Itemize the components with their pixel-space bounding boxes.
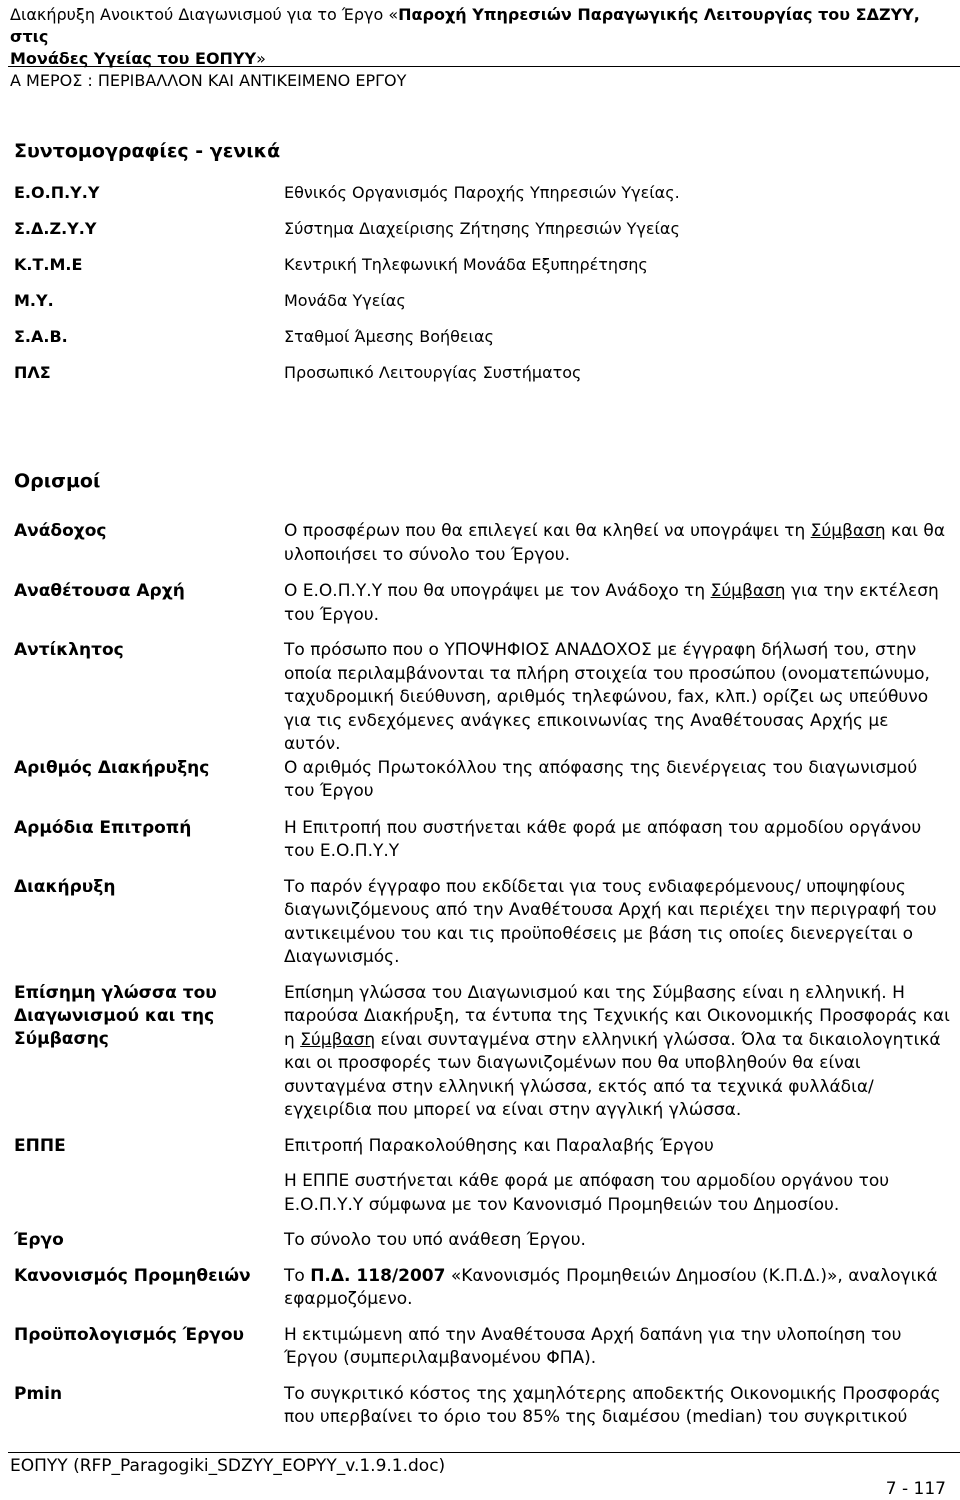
footer-document-name: ΕΟΠΥΥ (RFP_Paragogiki_SDZYY_EOPYY_v.1.9.1.doc)	[10, 1456, 446, 1476]
footer-rule	[8, 1452, 960, 1453]
abbr-term: Σ.Α.Β.	[14, 327, 68, 346]
abbr-meaning: Προσωπικό Λειτουργίας Συστήματος	[284, 363, 582, 382]
definition-text: Το συγκριτικό κόστος της χαμηλότερης αποδεκτής Οικονομικής Προσφοράς που υπερβαίνει το όριο του 85% της διαμέσου (median) του συγκριτικού	[284, 1383, 941, 1427]
abbreviations-title: Συντομογραφίες - γενικά	[14, 140, 281, 162]
abbr-meaning: Κεντρική Τηλεφωνική Μονάδα Εξυπηρέτησης	[284, 255, 648, 274]
definition-row	[6, 757, 958, 817]
definition-row	[6, 982, 958, 1135]
abbr-term: Μ.Υ.	[14, 291, 54, 310]
abbr-term: ΠΛΣ	[14, 363, 51, 382]
definition-text: Ο προσφέρων που θα επιλεγεί και θα κληθεί να υπογράψει τη Σύμβαση και θα υλοποιήσει το σύνολο του Έργου.	[284, 521, 946, 565]
definition-row	[6, 639, 958, 757]
definition-text: Η Επιτροπή που συστήνεται κάθε φορά με απόφαση του αρμοδίου οργάνου του Ε.Ο.Π.Υ.Υ	[284, 817, 922, 861]
abbr-meaning: Μονάδα Υγείας	[284, 291, 406, 310]
definition-row	[6, 580, 958, 639]
definition-row	[6, 1383, 958, 1435]
abbreviations-table	[6, 140, 958, 398]
definition-term: Αριθμός Διακήρυξης	[14, 757, 210, 778]
abbr-meaning: Σταθμοί Άμεσης Βοήθειας	[284, 327, 494, 346]
header-rule	[8, 66, 960, 67]
definition-text: Το πρόσωπο που ο ΥΠΟΨΗΦΙΟΣ ΑΝΑΔΟΧΟΣ με έγγραφη δήλωσή του, στην οποία περιλαμβάνονται τα πλήρη στοιχεία του προσώπου (ονοματεπώνυμο, ταχυδρομική διεύθυνση, αριθμός τηλεφώνου, fax, κλπ.) ορίζει ως υπεύθυνο για τις ενδεχόμενες ανάγκες επικοινωνίας της Αναθέτουσας Αρχής με αυτόν.	[284, 640, 930, 754]
definition-row	[6, 1135, 958, 1229]
definition-term: Ανάδοχος	[14, 521, 107, 541]
definition-row	[6, 1229, 958, 1265]
definition-row	[6, 1265, 958, 1324]
definition-term: Έργο	[14, 1229, 64, 1250]
abbr-term: Κ.Τ.Μ.Ε	[14, 255, 83, 274]
definition-term: Κανονισμός Προμηθειών	[14, 1265, 251, 1286]
header-line-2: Μονάδες Υγείας του ΕΟΠΥΥ»	[10, 49, 266, 68]
page-header	[10, 4, 940, 92]
header-line-3: Α ΜΕΡΟΣ : ΠΕΡΙΒΑΛΛΟΝ ΚΑΙ ΑΝΤΙΚΕΙΜΕΝΟ ΕΡΓΟΥ	[10, 71, 407, 90]
definition-row	[6, 817, 958, 876]
abbr-row	[6, 362, 958, 398]
definition-term: Διακήρυξη	[14, 876, 116, 897]
definitions-table	[6, 470, 958, 1435]
definition-row	[6, 1324, 958, 1383]
definition-text: Η εκτιμώμενη από την Αναθέτουσα Αρχή δαπάνη για την υλοποίηση του Έργου (συμπεριλαμβανομένου ΦΠΑ).	[284, 1324, 902, 1368]
definition-text: Επίσημη γλώσσα του Διαγωνισμού και της Σύμβασης είναι η ελληνική. Η παρούσα Διακήρυξη, τα έντυπα της Τεχνικής και Οικονομικής Προσφοράς και η Σύμβαση είναι συνταγμένα στην ελληνική γλώσσα. Όλα τα δικαιολογητικά και οι προσφορές των διαγωνιζομένων που θα υποβληθούν θα είναι συνταγμένα στην ελληνική γλώσσα, εκτός από τα τεχνικά φυλλάδια/ εγχειρίδια που μπορεί να είναι στην αγγλική γλώσσα.	[284, 982, 950, 1120]
header-line-1: Διακήρυξη Ανοικτού Διαγωνισμού για το Έργο «Παροχή Υπηρεσιών Παραγωγικής Λειτουργίας του ΣΔΖΥΥ, στις	[10, 5, 920, 46]
definition-text: Επιτροπή Παρακολούθησης και Παραλαβής Έργου Η ΕΠΠΕ συστήνεται κάθε φορά με απόφαση του αρμοδίου οργάνου του Ε.Ο.Π.Υ.Υ σύμφωνα με τον Κανονισμό Προμηθειών του Δημοσίου.	[284, 1135, 890, 1215]
abbr-row	[6, 326, 958, 362]
definitions-title: Ορισμοί	[14, 470, 101, 492]
page-number: 7 - 117	[885, 1479, 946, 1499]
definition-term: Αρμόδια Επιτροπή	[14, 817, 192, 838]
definition-text: Το σύνολο του υπό ανάθεση Έργου.	[284, 1229, 586, 1250]
definition-row	[6, 876, 958, 982]
definition-term: ΕΠΠΕ	[14, 1135, 66, 1156]
definition-text: Το παρόν έγγραφο που εκδίδεται για τους ενδιαφερόμενους/ υποψηφίους διαγωνιζόμενους από την Αναθέτουσα Αρχή και περιέχει την περιγραφή του αντικειμένου του και τις προϋποθέσεις με βάση τις οποίες διενεργείται ο Διαγωνισμός.	[284, 876, 937, 967]
definition-term: Επίσημη γλώσσα του Διαγωνισμού και της Σύμβασης	[14, 982, 217, 1049]
abbr-row	[6, 254, 958, 290]
definition-term: Αντίκλητος	[14, 640, 124, 660]
abbr-meaning: Εθνικός Οργανισμός Παροχής Υπηρεσιών Υγείας.	[284, 183, 680, 202]
definition-term: Pmin	[14, 1383, 63, 1404]
definition-text: Ο Ε.Ο.Π.Υ.Υ που θα υπογράψει με τον Ανάδοχο τη Σύμβαση για την εκτέλεση του Έργου.	[284, 581, 939, 625]
abbr-row	[6, 290, 958, 326]
abbr-meaning: Σύστημα Διαχείρισης Ζήτησης Υπηρεσιών Υγείας	[284, 219, 680, 238]
abbr-row	[6, 218, 958, 254]
definition-text: Το Π.Δ. 118/2007 «Κανονισμός Προμηθειών Δημοσίου (Κ.Π.Δ.)», αναλογικά εφαρμοζόμενο.	[284, 1265, 938, 1309]
definition-text: Ο αριθμός Πρωτοκόλλου της απόφασης της διενέργειας του διαγωνισμού του Έργου	[284, 757, 918, 801]
abbr-row	[6, 182, 958, 218]
definition-term: Προϋπολογισμός Έργου	[14, 1324, 245, 1345]
abbr-term: Σ.Δ.Ζ.Υ.Υ	[14, 219, 97, 238]
abbr-term: Ε.Ο.Π.Υ.Υ	[14, 183, 100, 202]
definition-term: Αναθέτουσα Αρχή	[14, 581, 185, 601]
definition-row	[6, 520, 958, 580]
